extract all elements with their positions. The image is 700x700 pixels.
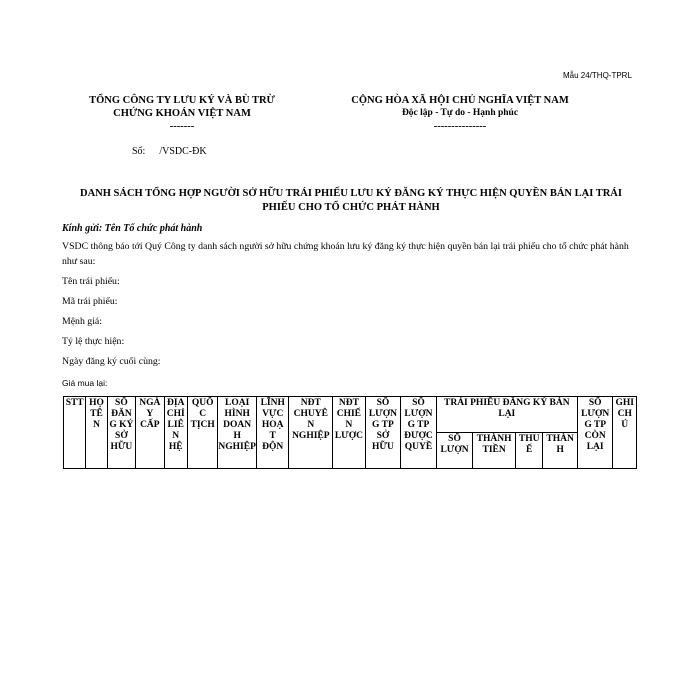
col-allowed-quantity-line: LƯỢN [404,409,433,419]
col-name-line: N [93,420,100,430]
col-address [164,397,187,469]
col-allowed-quantity-line: SỐ [412,398,425,408]
col-resell-tax [515,433,542,469]
col-name-line: HỌ [89,398,104,408]
col-issue-date-line: Y [146,409,154,419]
col-resell-net-line: THÀN [546,434,574,444]
col-nationality-line: QUỐ [191,398,214,408]
intro-paragraph: VSDC thông báo tới Quý Công ty danh sách người sở hữu chứng khoán lưu ký đăng ký thực hiện quyền bán lại trái phiếu cho tổ chức phát hành như sau: [62,241,629,267]
col-sector-line: ĐỘN [262,442,284,452]
col-remaining-quantity-line: LẠI [586,442,604,452]
col-note-line: GHI [615,398,634,408]
col-resell-quantity [436,433,473,469]
field-record-date: Ngày đăng ký cuối cùng: [62,356,161,367]
col-sector-line: HOẠ [261,420,284,430]
col-remaining-quantity-line: CÒN [584,431,606,441]
col-held-quantity [365,397,401,469]
col-address-line: CHỈ [166,409,185,419]
col-strategic-investor [333,397,366,469]
doc-number-suffix: /VSDC-ĐK [159,146,207,157]
col-resell-amount [473,433,516,469]
col-issue-date [136,397,164,469]
col-remaining-quantity-line: G TP [584,420,607,430]
title-line-2: PHIẾU CHO TỔ CHỨC PHÁT HÀNH [262,202,440,213]
col-allowed-quantity-line: QUYỀ [404,442,433,452]
issuer-line-1: TỔNG CÔNG TY LƯU KÝ VÀ BÙ TRỪ [89,95,275,106]
nation-line-1: CỘNG HÒA XÃ HỘI CHỦ NGHĨA VIỆT NAM [351,95,569,106]
col-nationality-line: TỊCH [190,420,215,430]
field-bond-name: Tên trái phiếu: [62,276,120,287]
col-sector [256,397,289,469]
col-resell-quantity-line: LƯỢN [440,445,469,455]
document-number [132,146,207,157]
col-business-type-line: H [233,431,241,441]
issuer-line-2: CHỨNG KHOÁN VIỆT NAM [113,108,251,119]
col-held-quantity-line: SỞ [376,431,390,441]
col-name [86,397,107,469]
issuer-rule: ------- [169,121,195,132]
col-registration-number-line: HỮU [110,442,133,452]
col-registration-number-line: G KÝ [109,420,134,430]
col-resell-tax-line: Ế [525,445,533,455]
col-business-type-line: DOAN [223,420,252,430]
col-resell-group [436,397,577,433]
col-registration-number [107,397,135,469]
col-allowed-quantity-line: ĐƯỢC [404,431,433,441]
col-professional-investor-line: CHUYÊ [293,409,328,419]
col-resell-amount-line: TIỀN [482,445,506,455]
nation-heading [330,94,590,133]
col-resell-group-line: TRÁI PHIẾU ĐĂNG KÝ BÁN [444,398,570,408]
col-strategic-investor-line: NĐT [338,398,359,408]
col-held-quantity-line: SỐ [376,398,390,408]
col-resell-quantity-line: SỐ [448,434,461,444]
col-nationality-line: C [199,409,207,419]
col-address-line: ĐỊA [167,398,185,408]
col-held-quantity-line: HỮU [372,442,394,452]
col-strategic-investor-line: N [345,420,353,430]
col-resell-tax-line: THU [518,434,540,444]
field-par-value: Mệnh giá: [62,316,102,327]
title-line-1: DANH SÁCH TỔNG HỢP NGƯỜI SỞ HỮU TRÁI PHIẾU LƯU KÝ ĐĂNG KÝ THỰC HIỆN QUYỀN BÁN LẠI TRÁI [80,188,622,199]
field-bond-code: Mã trái phiếu: [62,296,118,307]
col-note-line: CH [617,409,632,419]
col-held-quantity-line: LƯỢN [368,409,397,419]
col-registration-number-line: ĐĂN [111,409,132,419]
col-issue-date-line: CẤP [140,420,160,430]
col-remaining-quantity-line: LƯỢN [581,409,610,419]
col-note-line: Ú [621,420,629,430]
col-address-line: HỆ [168,442,183,452]
col-address-line: N [172,431,180,441]
col-allowed-quantity-line: G TP [407,420,430,430]
field-buyback-price: Giá mua lại: [62,378,108,388]
col-issue-date-line: NGÀ [139,398,161,408]
col-resell-net-line: H [556,445,564,455]
col-name-line: TÊ [90,409,103,419]
form-code: Mẫu 24/THQ-TPRL [563,71,632,80]
col-remaining-quantity [577,397,613,469]
field-ratio: Tỷ lệ thực hiện: [62,336,125,347]
col-note [613,397,637,469]
col-address-line: LIÊ [167,420,184,430]
col-sector-line: VỰC [262,409,284,419]
col-business-type [218,397,257,469]
col-professional-investor [289,397,333,469]
col-resell-group-line: LẠI [498,409,516,419]
document-title [62,187,640,215]
col-strategic-investor-line: LƯỢC [334,431,363,441]
col-sector-line: T [269,431,276,441]
col-sector-line: LĨNH [260,398,285,408]
col-resell-net [543,433,578,469]
greeting: Kính gửi: Tên Tổ chức phát hành [62,223,203,234]
col-registration-number-line: SỐ [115,398,128,408]
col-professional-investor-line: NĐT [300,398,321,408]
col-business-type-line: NGHIỆP [218,442,256,452]
col-held-quantity-line: G TP [372,420,394,430]
col-nationality [187,397,217,469]
doc-number-label: Số: [132,146,146,157]
col-resell-amount-line: THÀNH [476,434,512,444]
col-professional-investor-line: NGHIỆP [292,431,330,441]
col-stt: STT [64,397,86,469]
col-business-type-line: HÌNH [224,409,250,419]
col-strategic-investor-line: CHIẾ [336,409,362,419]
col-professional-investor-line: N [307,420,315,430]
issuer-heading [62,94,302,133]
nation-motto: Độc lập - Tự do - Hạnh phúc [401,108,519,118]
col-business-type-line: LOẠI [225,398,250,408]
col-registration-number-line: SỞ [115,431,128,441]
nation-rule: --------------- [433,121,487,132]
col-allowed-quantity [401,397,437,469]
col-remaining-quantity-line: SỐ [588,398,602,408]
bondholder-table [63,396,637,469]
